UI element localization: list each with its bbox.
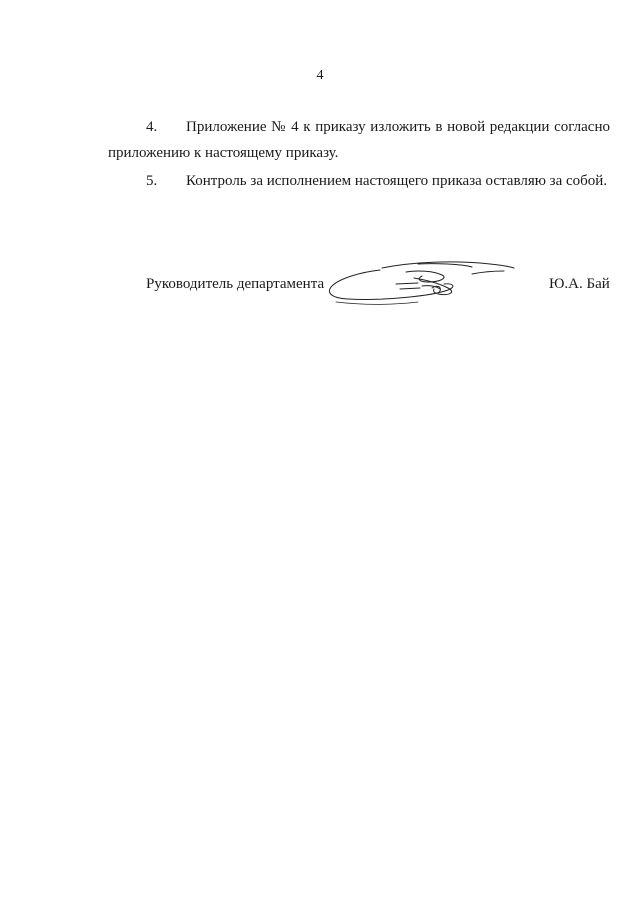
item-number: 5.: [146, 173, 158, 189]
item-text-line: приложению к настоящему приказу.: [108, 145, 339, 161]
page-number: 4: [316, 68, 324, 83]
signatory-name: Ю.А. Бай: [549, 276, 610, 292]
item-text-line: Контроль за исполнением настоящего приказа оставляю за собой.: [186, 173, 608, 189]
handwritten-signature: [322, 258, 518, 310]
item-number: 4.: [146, 119, 158, 135]
signatory-title: Руководитель департамента: [146, 276, 325, 292]
item-text-line: Приложение № 4 к приказу изложить в новой редакции согласно: [186, 119, 610, 135]
